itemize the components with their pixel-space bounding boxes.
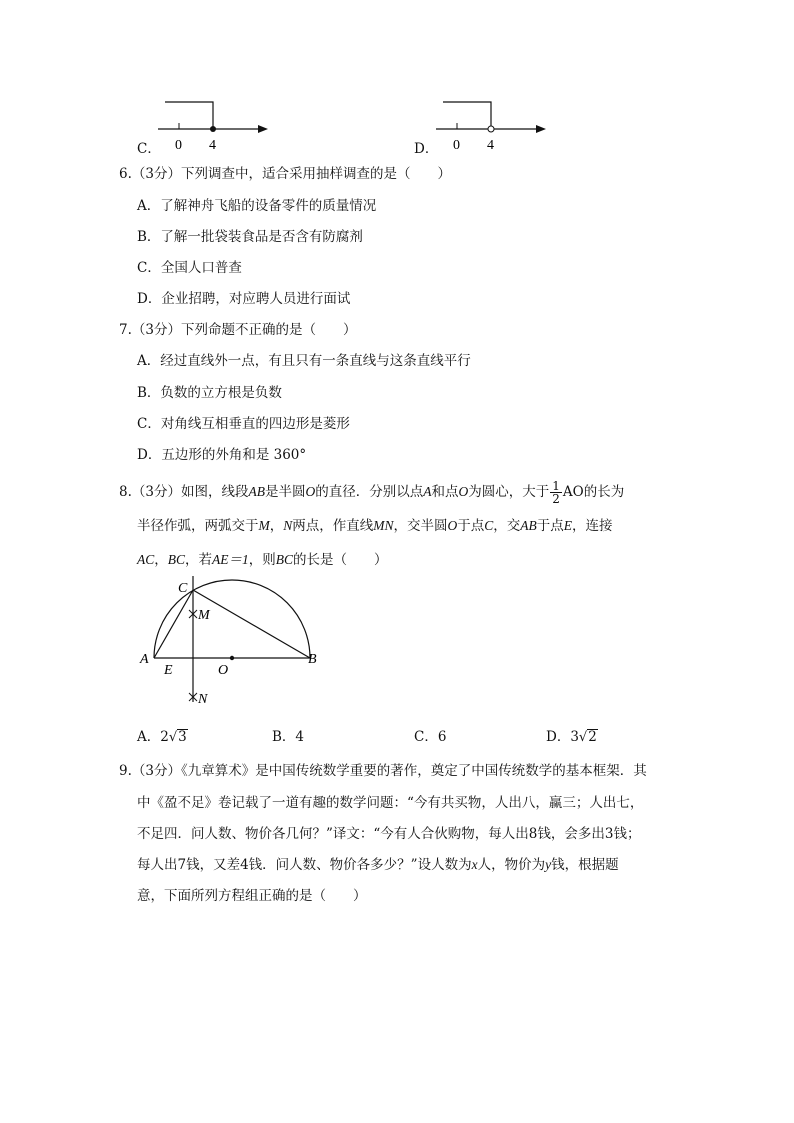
svg-text:A: A <box>140 652 149 667</box>
q6-option-c: C．全国人口普查 <box>137 260 242 276</box>
q7-option-c: C．对角线互相垂直的四边形是菱形 <box>137 416 350 432</box>
svg-text:M: M <box>198 608 210 623</box>
tick-four: 4 <box>209 138 216 153</box>
q5-option-d-label: D． <box>414 141 439 157</box>
q8-option-b: B．4 <box>272 729 305 745</box>
q8-option-d: D．3√2 <box>546 729 597 745</box>
q5-option-c-label: C． <box>137 141 161 157</box>
q6-option-a: A．了解神舟飞船的设备零件的质量情况 <box>137 198 377 214</box>
segment-bc <box>193 590 310 658</box>
svg-text:N: N <box>198 692 208 707</box>
q6-stem: 6.（3分）下列调查中，适合采用抽样调查的是（ ） <box>119 166 451 182</box>
q9-stem-line5: 意，下面所列方程组正确的是（ ） <box>137 888 367 904</box>
q7-option-b: B．负数的立方根是负数 <box>137 385 282 401</box>
fraction-one-half: $\frac{1}{2}$ <box>552 479 560 506</box>
q7-option-d: D．五边形的外角和是 360° <box>137 447 307 463</box>
q9-stem-line2: 中《盈不足》卷记载了一道有趣的数学问题：“今有共买物，人出八，赢三；人出七， <box>137 795 644 811</box>
q8-stem-line3: AC，BC，若AE＝1，则BC的长是（ ） <box>137 552 388 568</box>
center-point-o <box>230 656 234 660</box>
q8-stem-line1: 8.（3分）如图，线段AB是半圆O的直径．分别以点A和点O为圆心，大于 $\frac{1}{2}$ AO的长为 <box>119 479 625 506</box>
q8-semicircle-figure <box>130 572 330 712</box>
tick-zero: 0 <box>175 138 182 153</box>
tick-zero: 0 <box>453 138 460 153</box>
q7-stem: 7.（3分）下列命题不正确的是（ ） <box>119 322 357 338</box>
q9-stem-line1: 9.（3分）《九章算术》是中国传统数学重要的著作，奠定了中国传统数学的基本框架．其 <box>119 763 647 779</box>
q8-option-c: C．6 <box>414 729 447 745</box>
svg-text:B: B <box>308 652 317 667</box>
segment-ac <box>154 590 193 658</box>
tick-four: 4 <box>487 138 494 153</box>
q7-option-a: A．经过直线外一点，有且只有一条直线与这条直线平行 <box>137 353 471 369</box>
svg-text:O: O <box>218 663 229 678</box>
q8-option-a: A．2√3 <box>137 729 187 745</box>
q9-stem-line4: 每人出7钱，又差4钱．问人数、物价各多少？”设人数为x人，物价为y钱，根据题 <box>137 857 619 873</box>
q6-option-d: D．企业招聘，对应聘人员进行面试 <box>137 291 351 307</box>
q8-stem-line2: 半径作弧，两弧交于M，N两点，作直线MN，交半圆O于点C，交AB于点E，连接 <box>137 518 613 534</box>
svg-text:E: E <box>164 663 173 678</box>
q9-stem-line3: 不足四．问人数、物价各几何？”译文：“今有人合伙购物，每人出8钱，会多出3钱； <box>137 826 641 842</box>
q6-option-b: B．了解一批袋装食品是否含有防腐剂 <box>137 229 363 245</box>
svg-text:C: C <box>178 581 188 596</box>
q5-option-d-number-line <box>428 96 558 158</box>
q5-option-c-number-line <box>150 96 280 158</box>
